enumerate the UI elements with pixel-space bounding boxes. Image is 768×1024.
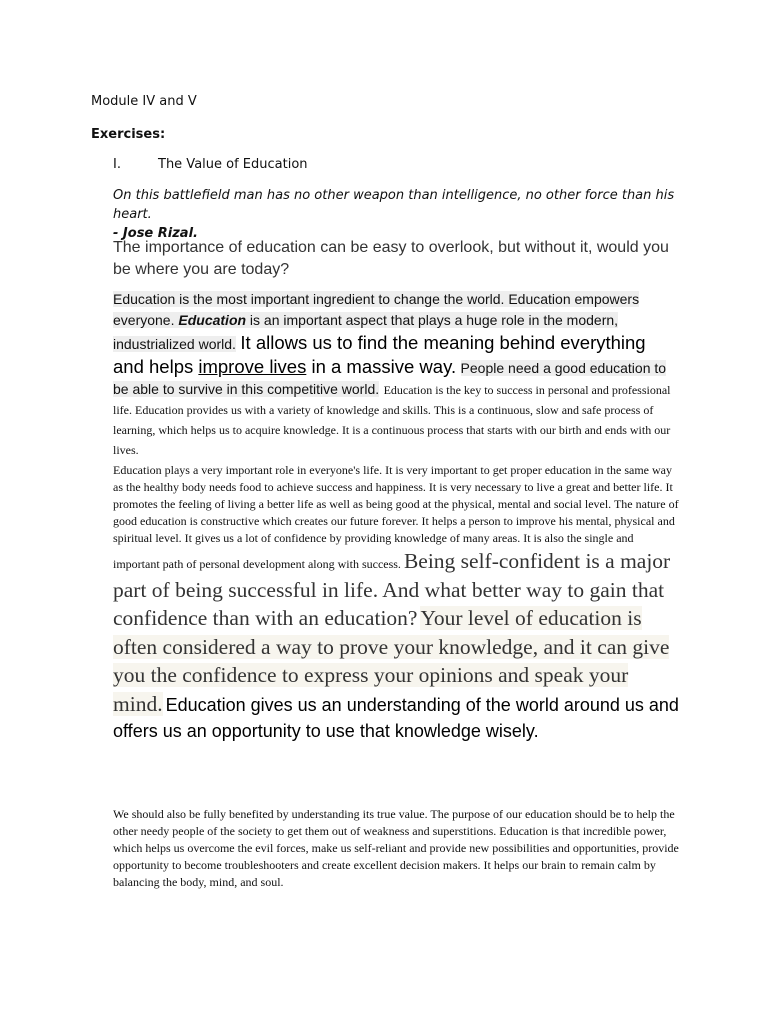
p2-sentence-2: Being self-confident is a major part of being successful in life. And what better way to gain that confidence than with an education? bbox=[113, 549, 671, 630]
section-heading bbox=[113, 157, 308, 172]
paragraph-2 bbox=[113, 462, 683, 744]
p1-s1-end: is an important aspect that plays a huge role in the modern, industrialized world. bbox=[113, 312, 619, 352]
paragraph-1 bbox=[113, 289, 673, 460]
section-title: The Value of Education bbox=[158, 157, 308, 172]
improve-lives-link[interactable]: improve lives bbox=[198, 356, 307, 377]
quote-text: On this battlefield man has no other weapon than intelligence, no other force than his heart. bbox=[113, 188, 675, 222]
exercises-heading: Exercises: bbox=[91, 127, 166, 142]
p1-sentence-4: Education is the key to success in personal and professional life. Education provides us with a variety of knowledge and skills. This is a continuous, slow and safe process of learning, which helps us to acquire knowledge. It is a continuous process that starts with our birth and ends with our lives. bbox=[113, 383, 671, 457]
intro-paragraph: The importance of education can be easy to overlook, but without it, would you be where you are today? bbox=[113, 239, 669, 278]
p2-sentence-1: Education plays a very important role in everyone's life. It is very important to get proper education in the same way as the healthy body needs food to achieve success and happiness. It is very necessary to live a great and better life. It promotes the feeling of living a better life as well as being good at the physical, mental and social level. The nature of good education is constructive which creates our future forever. It helps a person to improve his mental, physical and spiritual level. It gives us a lot of confidence by providing knowledge of many areas. It is also the single and important path of personal development along with success. bbox=[113, 463, 679, 571]
p2-sentence-4: Education gives us an understanding of the world around us and offers us an opportunity to use that knowledge wisely. bbox=[113, 694, 679, 741]
p1-s2-b: in a massive way. bbox=[306, 356, 457, 377]
p1-bold-education: Education bbox=[178, 312, 247, 328]
paragraph-3: We should also be fully benefited by understanding its true value. The purpose of our education should be to help the other needy people of the society to get them out of weakness and superstitions. Education is that incredible power, which helps us overcome the evil forces, make us self-reliant and provide new possibilities and opportunities, provide opportunity to become troubleshooters and create excellent decision makers. It helps our brain to remain calm by balancing the body, mind, and soul. bbox=[113, 807, 679, 889]
p1-s1-text: Education is the most important ingredient to change the world. Education empowers everyone. bbox=[113, 291, 640, 328]
p1-s2-a: It allows us to find the meaning behind everything and helps bbox=[113, 332, 646, 377]
p2-sentence-3: Your level of education is often considered a way to prove your knowledge, and it can give you the confidence to express your opinions and speak your mind. bbox=[113, 606, 670, 716]
quote-block bbox=[113, 186, 693, 243]
module-title: Module IV and V bbox=[91, 94, 197, 109]
p1-sentence-3: People need a good education to be able to survive in this competitive world. bbox=[113, 360, 667, 397]
section-number: I. bbox=[113, 157, 121, 172]
quote-author: - Jose Rizal. bbox=[113, 226, 198, 241]
